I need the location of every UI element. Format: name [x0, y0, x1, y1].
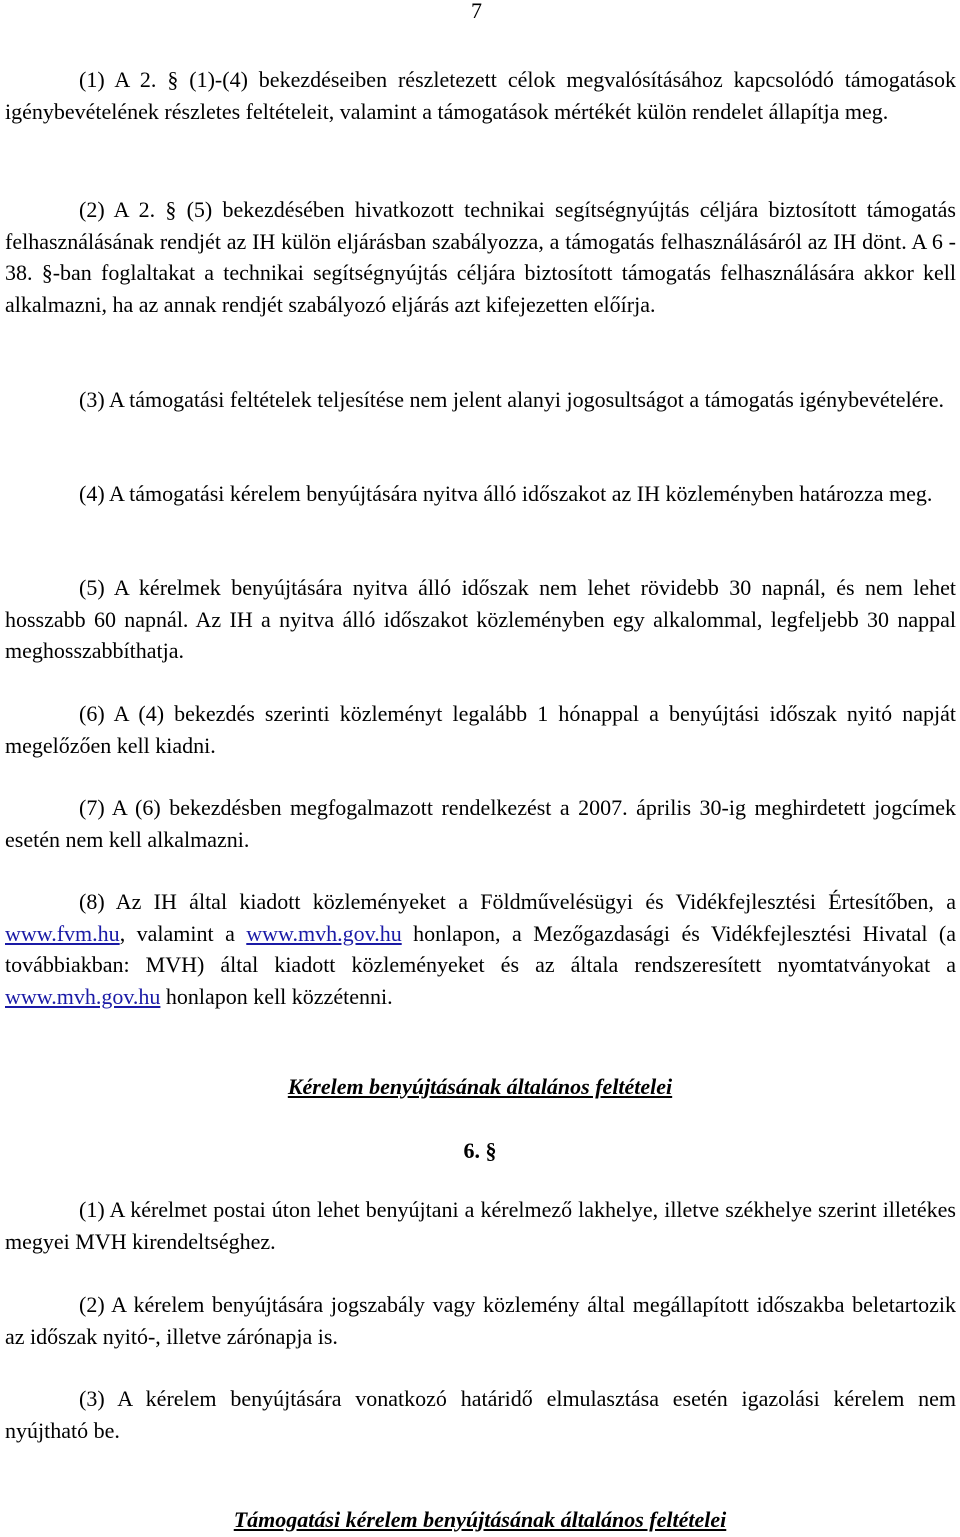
paragraph-4: [5, 478, 956, 510]
paragraph-2-text: (2) A 2. § (5) bekezdésében hivatkozott technikai segítségnyújtás céljára biztosított támogatás felhasználásának rendjét az IH külön eljárásban szabályozza, a támogatás felhasználásáról az IH dönt. A 6 - 38. §-ban foglaltakat a technikai segítségnyújtás céljára biztosított támogatás felhasználására akkor kell alkalmazni, ha az annak rendjét szabályozó eljárás azt kifejezetten előírja.: [5, 197, 956, 317]
section6-paragraph-1: [5, 1194, 956, 1257]
section-number: 6.: [463, 1138, 480, 1163]
section-number-6: [0, 1136, 960, 1166]
paragraph-7-text: (7) A (6) bekezdésben megfogalmazott rendelkezést a 2007. április 30-ig meghirdetett jogcímek esetén nem kell alkalmazni.: [5, 795, 956, 852]
page-number: 7: [471, 0, 482, 23]
section6-paragraph-2-text: (2) A kérelem benyújtására jogszabály vagy közlemény által megállapított időszakba beletartozik az időszak nyitó-, illetve zárónapja is.: [5, 1292, 956, 1349]
section-heading-general-conditions: Kérelem benyújtásának általános feltételei: [287, 1074, 673, 1099]
paragraph-3: [5, 384, 956, 416]
link-fvm[interactable]: www.fvm.hu: [5, 920, 120, 946]
paragraph-2: [5, 194, 956, 320]
paragraph-8: [5, 886, 956, 1012]
section6-paragraph-1-text: (1) A kérelmet postai úton lehet benyújtani a kérelmező lakhelye, illetve székhelye szerint illetékes megyei MVH kirendeltséghez.: [5, 1197, 956, 1254]
paragraph-6-text: (6) A (4) bekezdés szerinti közleményt legalább 1 hónappal a benyújtási időszak nyitó napját megelőzően kell kiadni.: [5, 701, 956, 758]
link-mvh-1[interactable]: www.mvh.gov.hu: [246, 920, 402, 946]
section-sign: §: [485, 1138, 497, 1163]
paragraph-6: [5, 698, 956, 761]
section6-paragraph-3-text: (3) A kérelem benyújtására vonatkozó határidő elmulasztása esetén igazolási kérelem nem nyújtható be.: [5, 1386, 956, 1443]
paragraph-8-text-1: (8) Az IH által kiadott közleményeket a Földművelésügyi és Vidékfejlesztési Értesítőben, a: [79, 889, 956, 914]
paragraph-5-text: (5) A kérelmek benyújtására nyitva álló időszak nem lehet rövidebb 30 napnál, és nem lehet hosszabb 60 napnál. Az IH a nyitva álló időszakot közleményben egy alkalommal, legfeljebb 30 nappal meghosszabbíthatja.: [5, 575, 956, 663]
paragraph-8-text-3: honlapon, a Mezőgazdasági és Vidékfejlesztési Hivatal (a továbbiakban: MVH) által kiadott közleményeket és az általa rendszeresített nyomtatványokat a: [5, 920, 956, 977]
paragraph-5: [5, 572, 956, 667]
section6-paragraph-2: [5, 1289, 956, 1352]
paragraph-7: [5, 792, 956, 855]
link-mvh-2[interactable]: www.mvh.gov.hu: [5, 983, 161, 1009]
paragraph-4-text: (4) A támogatási kérelem benyújtására nyitva álló időszakot az IH közleményben határozza meg.: [79, 481, 933, 506]
section6-paragraph-3: [5, 1383, 956, 1446]
paragraph-1-text: (1) A 2. § (1)-(4) bekezdéseiben részletezett célok megvalósításához kapcsolódó támogatások igénybevételének részletes feltételeit, valamint a támogatások mértékét külön rendelet állapítja meg.: [5, 67, 956, 124]
section-heading-application-conditions: Támogatási kérelem benyújtásának általános feltételei: [233, 1507, 727, 1532]
paragraph-8-text-2: , valamint a: [119, 920, 247, 946]
paragraph-1: [5, 64, 956, 127]
paragraph-3-text: (3) A támogatási feltételek teljesítése nem jelent alanyi jogosultságot a támogatás igénybevételére.: [79, 387, 945, 412]
paragraph-8-text-4: honlapon kell közzétenni.: [160, 983, 393, 1009]
